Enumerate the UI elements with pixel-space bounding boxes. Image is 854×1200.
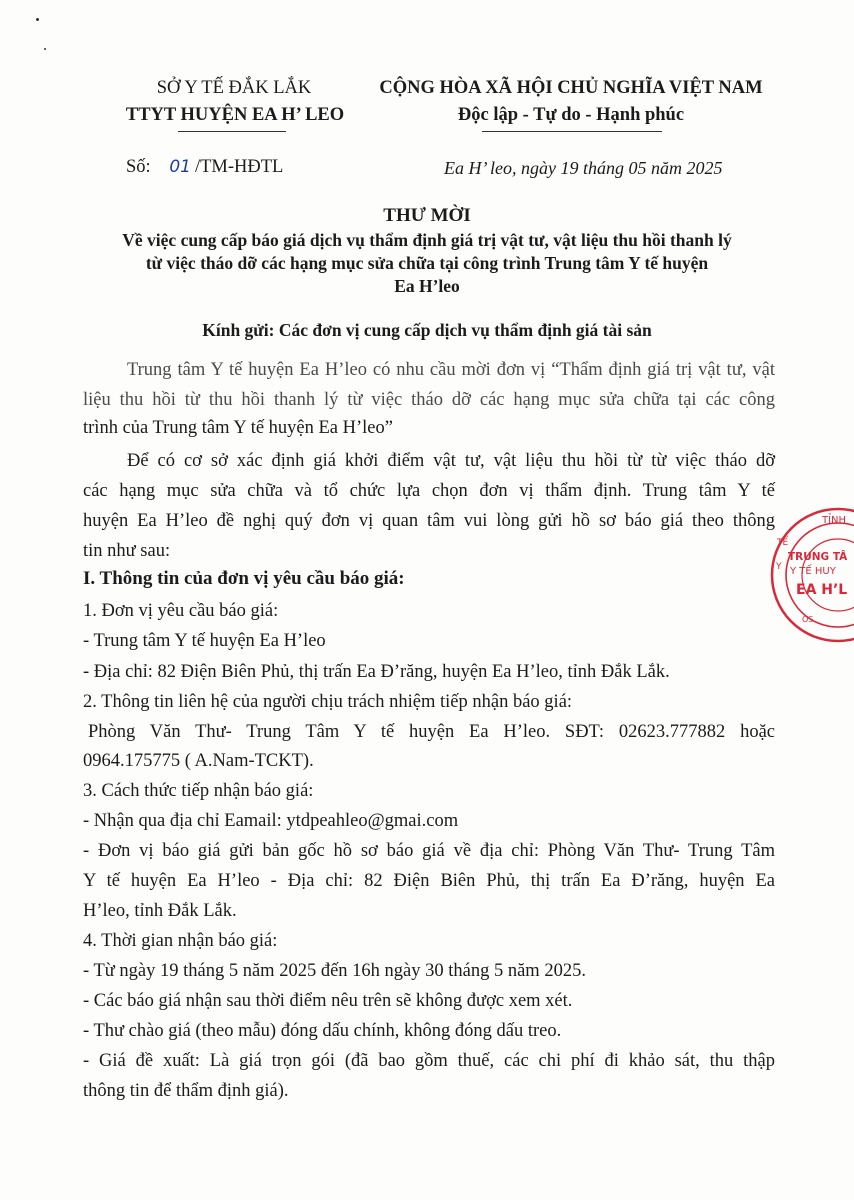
- section1-heading: I. Thông tin của đơn vị yêu cầu báo giá:: [83, 568, 405, 589]
- subject-line-1: Về việc cung cấp báo giá dịch vụ thẩm định giá trị vật tư, vật liệu thu hồi thanh lý: [122, 230, 732, 250]
- para2-line1: Để có cơ sở xác định giá khởi điểm vật tư, vật liệu thu hồi từ từ việc tháo dỡ: [127, 451, 775, 471]
- s1-line-6: 0964.175775 ( A.Nam-TCKT).: [83, 751, 314, 771]
- s1-line-5: Phòng Văn Thư- Trung Tâm Y tế huyện Ea H’leo. SĐT: 02623.777882 hoặc: [88, 722, 775, 742]
- s1-line-7: 3. Cách thức tiếp nhận báo giá:: [83, 781, 314, 801]
- s1-line-14: - Các báo giá nhận sau thời điểm nêu trên sẽ không được xem xét.: [83, 991, 573, 1011]
- s1-line-16: - Giá đề xuất: Là giá trọn gói (đã bao gồm thuế, các chi phí đi khảo sát, thu thập: [83, 1051, 775, 1071]
- agency-name: TTYT HUYỆN EA H’ LEO: [125, 105, 345, 125]
- seal-top-text: TỈNH: [822, 515, 847, 526]
- greeting: Kính gửi: Các đơn vị cung cấp dịch vụ thẩm định giá tài sản: [202, 320, 652, 340]
- number-handwritten: 01: [169, 157, 191, 177]
- agency-underline: [178, 131, 286, 132]
- subject-line-3: Ea H’leo: [394, 276, 460, 296]
- s1-line-4: 2. Thông tin liên hệ của người chịu trách nhiệm tiếp nhận báo giá:: [83, 692, 573, 712]
- s1-line-15: - Thư chào giá (theo mẫu) đóng dấu chính, không đóng dấu treo.: [83, 1021, 562, 1041]
- para1-line2: liệu thu hồi từ thu hồi thanh lý từ việc tháo dỡ các hạng mục sửa chữa tại các công: [83, 390, 775, 410]
- document-number: [126, 157, 283, 178]
- motto-underline: [482, 131, 662, 132]
- para2-line3: huyện Ea H’leo đề nghị quý đơn vị quan tâm vui lòng gửi hồ sơ báo giá theo thông: [83, 511, 775, 531]
- seal-bottom: OS: [802, 615, 814, 624]
- s1-line-3: - Địa chỉ: 82 Điện Biên Phủ, thị trấn Ea Đ’răng, huyện Ea H’leo, tỉnh Đắk Lắk.: [83, 662, 670, 682]
- s1-line-10: Y tế huyện Ea H’leo - Địa chỉ: 82 Điện Biên Phủ, thị trấn Ea Đ’răng, huyện Ea: [83, 871, 775, 891]
- seal-side-y: Y: [776, 562, 782, 572]
- number-suffix: /TM-HĐTL: [194, 157, 284, 177]
- para2-line4: tin như sau:: [83, 541, 171, 561]
- seal-line-2: Y TẾ HUY: [790, 566, 836, 577]
- number-prefix: Số:: [126, 157, 151, 177]
- national-motto: Độc lập - Tự do - Hạnh phúc: [457, 105, 685, 125]
- place-date: Ea H’ leo, ngày 19 tháng 05 năm 2025: [444, 158, 723, 178]
- scan-speck: [44, 48, 46, 50]
- s1-line-13: - Từ ngày 19 tháng 5 năm 2025 đến 16h ngày 30 tháng 5 năm 2025.: [83, 961, 586, 981]
- s1-line-1: 1. Đơn vị yêu cầu báo giá:: [83, 601, 279, 621]
- national-title: CỘNG HÒA XÃ HỘI CHỦ NGHĨA VIỆT NAM: [379, 78, 763, 98]
- s1-line-2: - Trung tâm Y tế huyện Ea H’leo: [83, 631, 326, 651]
- official-seal: [768, 505, 854, 645]
- para1-line1: Trung tâm Y tế huyện Ea H’leo có nhu cầu mời đơn vị “Thẩm định giá trị vật tư, vật: [127, 360, 775, 380]
- s1-line-11: H’leo, tỉnh Đắk Lắk.: [83, 901, 237, 921]
- s1-line-17: thông tin để thẩm định giá).: [83, 1081, 289, 1101]
- para2-line2: các hạng mục sửa chữa và tổ chức lựa chọn đơn vị thẩm định. Trung tâm Y tế: [83, 481, 775, 501]
- seal-line-3: EA H’L: [796, 582, 848, 598]
- s1-line-12: 4. Thời gian nhận báo giá:: [83, 931, 278, 951]
- para1-line3: trình của Trung tâm Y tế huyện Ea H’leo”: [83, 418, 393, 438]
- letter-title: THƯ MỜI: [383, 205, 471, 226]
- agency-parent: SỞ Y TẾ ĐẮK LẮK: [156, 78, 312, 98]
- s1-line-9: - Đơn vị báo giá gửi bản gốc hồ sơ báo giá về địa chỉ: Phòng Văn Thư- Trung Tâm: [83, 841, 775, 861]
- seal-line-1: TRUNG TÂ: [788, 551, 848, 563]
- s1-line-8: - Nhận qua địa chỉ Eamail: ytdpeahleo@gmai.com: [83, 811, 459, 831]
- seal-side-te: TẾ: [777, 538, 789, 548]
- subject-line-2: từ việc tháo dỡ các hạng mục sửa chữa tại công trình Trung tâm Y tế huyện: [145, 253, 709, 273]
- scan-speck: [36, 18, 39, 21]
